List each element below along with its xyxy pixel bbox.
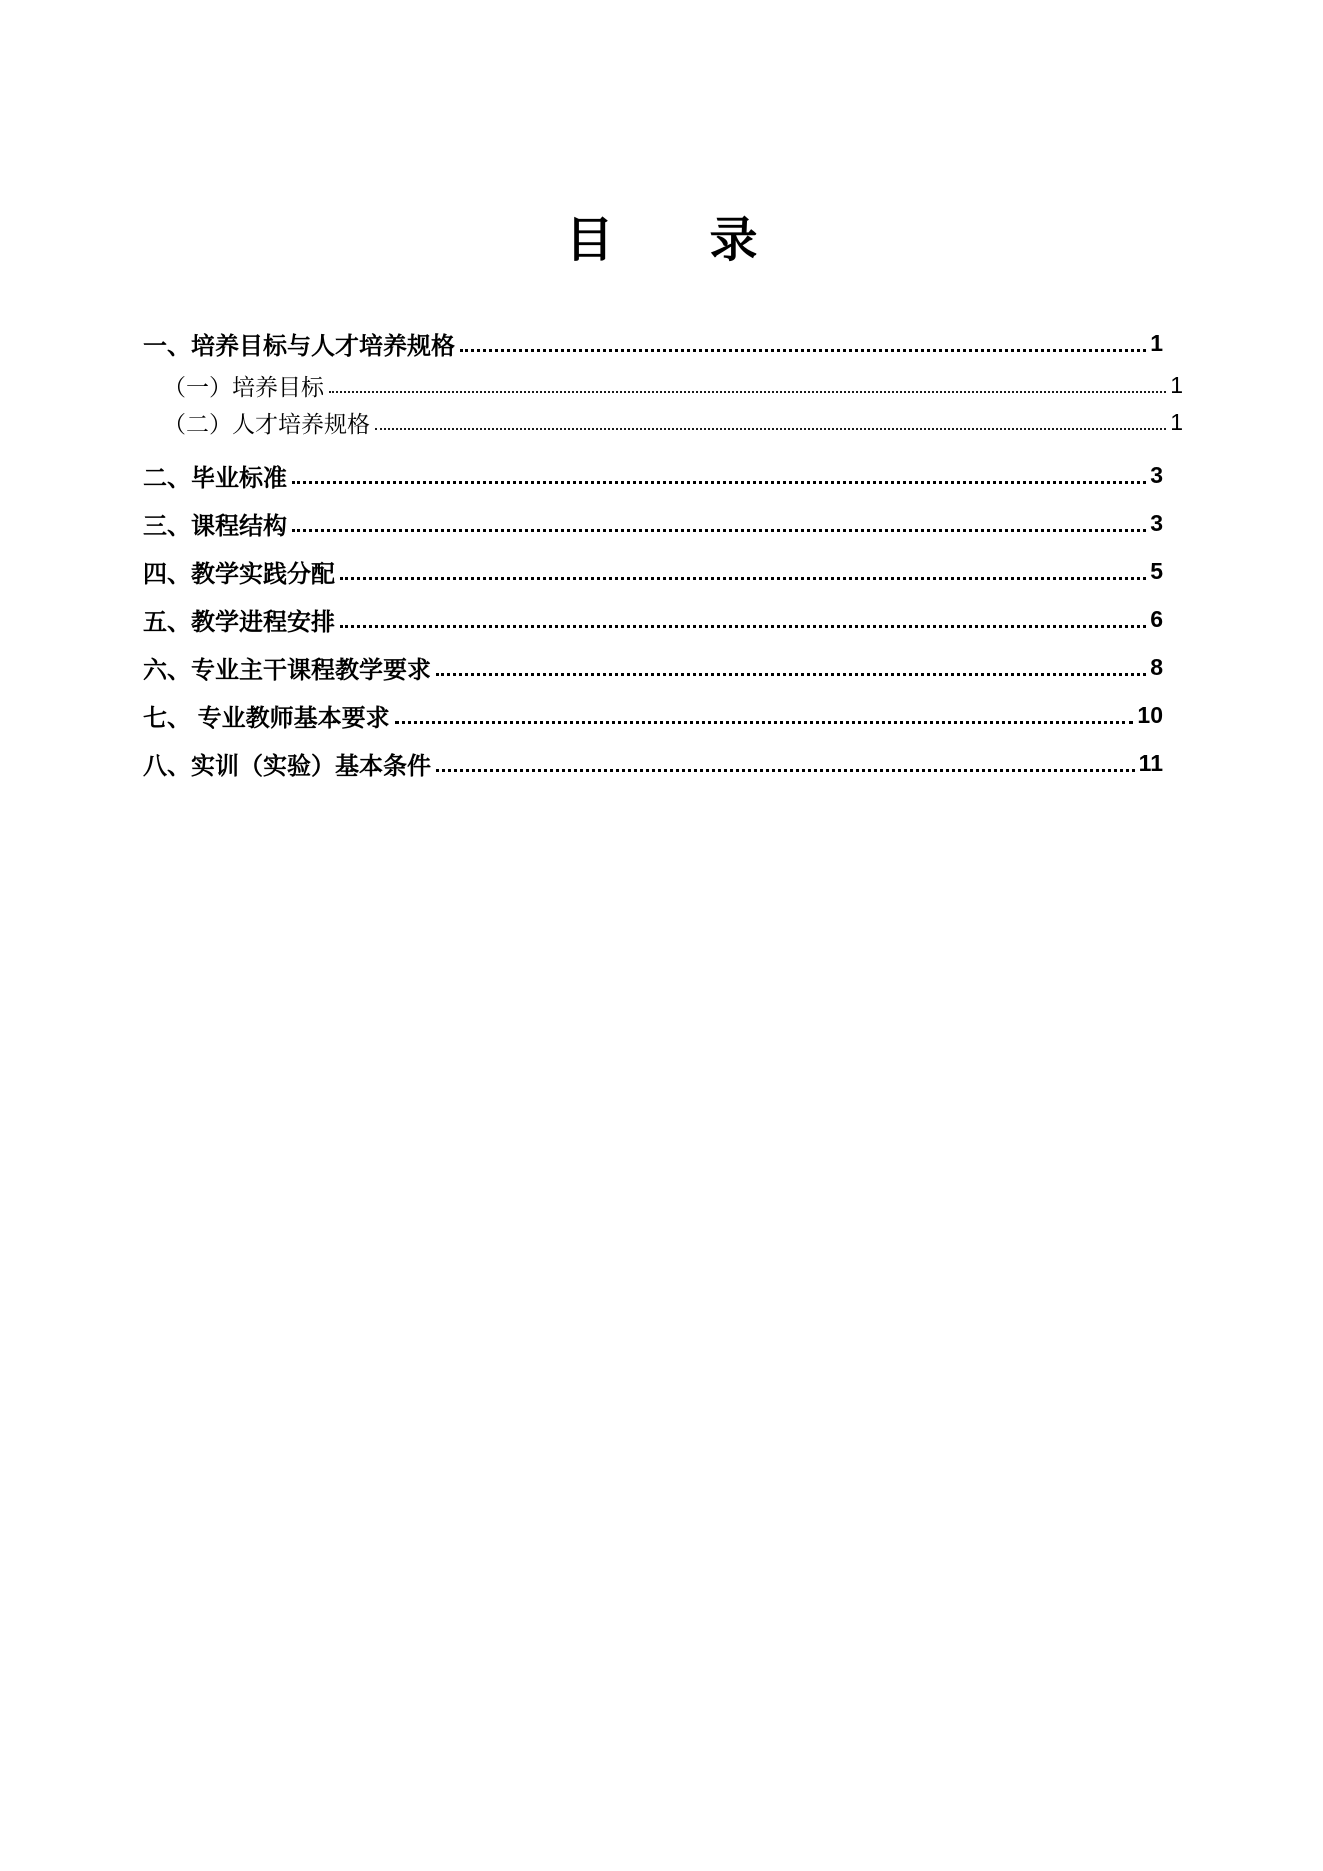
toc-dot-leader [292,529,1146,532]
toc-entry-page: 5 [1150,557,1163,584]
toc-entry-page: 3 [1150,461,1163,488]
toc-entry-7[interactable] [143,595,1163,643]
toc-entry-label: （二）人才培养规格 [163,412,370,437]
toc-entry-page: 11 [1138,749,1163,776]
toc-entry-page: 1 [1170,409,1183,435]
toc-entry-page: 1 [1170,372,1183,398]
toc-entry-label: （一）培养目标 [163,375,324,400]
toc-entry-9[interactable] [143,691,1163,739]
toc-entry-label: 二、毕业标准 [143,464,287,492]
toc-entry-label: 四、教学实践分配 [143,560,335,588]
toc-dot-leader [460,349,1146,352]
toc-dot-leader [340,625,1146,628]
toc-dot-leader [340,577,1146,580]
toc-entry-label: 一、培养目标与人才培养规格 [143,332,455,360]
page-title: 目 录 [565,214,758,267]
toc-entry-page: 8 [1150,653,1163,680]
toc-dot-leader [292,481,1146,484]
toc-entry-8[interactable] [143,643,1163,691]
toc-entry-label: 六、专业主干课程教学要求 [143,656,431,684]
toc-entry-5[interactable] [143,499,1163,547]
toc-list [143,319,1183,787]
toc-entry-6[interactable] [143,547,1163,595]
toc-entry-label: 五、教学进程安排 [143,608,335,636]
toc-entry-1[interactable] [143,319,1163,367]
toc-entry-label: 八、实训（实验）基本条件 [143,752,431,780]
toc-entry-page: 3 [1150,509,1163,536]
toc-dot-leader [395,721,1134,724]
toc-dot-leader [436,769,1135,772]
toc-entry-page: 1 [1150,329,1163,356]
toc-dot-leader [329,391,1166,393]
toc-entry-3[interactable] [143,404,1183,441]
toc-entry-page: 6 [1150,605,1163,632]
toc-entry-2[interactable] [143,367,1183,404]
toc-entry-page: 10 [1137,701,1163,728]
toc-dot-leader [375,428,1166,430]
toc-dot-leader [436,673,1146,676]
toc-entry-10[interactable] [143,739,1163,787]
toc-entry-label: 七、 专业教师基本要求 [143,704,390,732]
toc-entry-4[interactable] [143,451,1163,499]
toc-entry-label: 三、课程结构 [143,512,287,540]
